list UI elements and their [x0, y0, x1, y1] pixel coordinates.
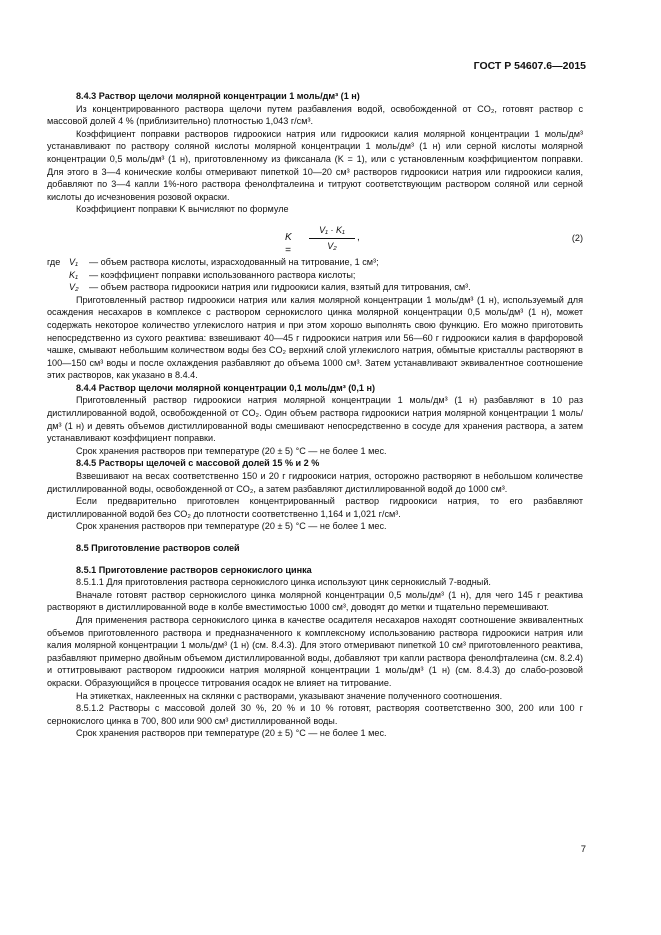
- paragraph: Из концентрированного раствора щелочи путем разбавления водой, освобожденной от CO₂, готовят раствор с массовой долей 4 % (приблизительно) плотностью 1,043 г/см³.: [47, 103, 583, 127]
- formula-denominator: V₂: [327, 240, 337, 251]
- section-heading: 8.5 Приготовление растворов солей: [76, 543, 240, 553]
- formula-fraction: [309, 224, 355, 252]
- paragraph: Вначале готовят раствор сернокислого цинка молярной концентрации 0,5 моль/дм³ (1 н), для чего 145 г реактива растворяют в дистиллированной воде в колбе вместимостью 1000 см³, доводят до метки и тщательно перемешивают.: [47, 589, 583, 613]
- formula-number: (2): [571, 232, 583, 243]
- paragraph: Если предварительно приготовлен концентрированный раствор гидроокиси натрия, то его разбавляют дистиллированной водой без CO₂ до плотности соответственно 1,164 и 1,021 г/см³.: [47, 496, 583, 519]
- legend-text: — объем раствора гидроокиси натрия или гидроокиси калия, взятый для титрования, см³.: [89, 282, 471, 293]
- formula-numerator: V₁ · K₁: [309, 224, 355, 239]
- paragraph: Коэффициент поправки растворов гидроокиси натрия или гидроокиси калия молярной концентрации 1 моль/дм³ устанавливают по раствору соляной кислоты молярной концентрации 1 моль/дм³ (1 н) или серной кислоты молярной концентрации 0,5 моль/дм³ (1 н), приготовленному из фиксанала (K = 1), или с установленным коэффициентом поправки. Для этого в 3—4 конические колбы отмеривают пипеткой 10—20 см³ растворов гидроокиси натрия или гидроокиси калия, добавляют по 3—4 капли 1%-ного раствора фенолфталеина и титруют соответствующим раствором соляной или серной кислоты до исчезновения розовой окраски.: [47, 128, 583, 202]
- paragraph: Взвешивают на весах соответственно 150 и 20 г гидроокиси натрия, осторожно растворяют в небольшом количестве дистиллированной воды, освобожденной от CO₂, а затем разбавляют дистиллированной водой до 1000 см³.: [47, 471, 583, 494]
- paragraph: Приготовленный раствор гидроокиси натрия молярной концентрации 1 моль/дм³ (1 н) разбавляют в 10 раз дистиллированной водой, освобожденной от CO₂. Один объем раствора гидроокиси натрия молярной концентрации 1 моль/дм³ (1 н) и девять объемов дистиллированной воды смешивают непосредственно в сосуде для хранения раствора, а затем устанавливают коэффициент поправки.: [47, 395, 583, 444]
- paragraph: Срок хранения растворов при температуре (20 ± 5) °С — не более 1 мес.: [76, 521, 387, 532]
- page-number: 7: [580, 844, 586, 855]
- formula-lhs: K =: [285, 231, 292, 256]
- document-header: ГОСТ Р 54607.6—2015: [473, 60, 586, 72]
- formula: [47, 220, 583, 254]
- formula-comma: ,: [357, 231, 360, 243]
- formula-legend-item: [47, 269, 583, 282]
- paragraph: На этикетках, наклеенных на склянки с растворами, указывают значение полученного соотношения.: [76, 690, 503, 701]
- section-heading: 8.4.4 Раствор щелочи молярной концентрации 0,1 моль/дм³ (0,1 н): [76, 382, 375, 393]
- paragraph: Коэффициент поправки K вычисляют по формуле: [76, 204, 289, 215]
- section-heading: 8.4.5 Растворы щелочей с массовой долей 15 % и 2 %: [76, 458, 320, 469]
- legend-text: — коэффициент поправки использованного раствора кислоты;: [89, 269, 356, 280]
- spacer: [47, 555, 583, 564]
- paragraph: Приготовленный раствор гидроокиси натрия или калия молярной концентрации 1 моль/дм³ (1 н), используемый для осаждения несахаров в комплексе с раствором сернокислого цинка молярной концентрации 0,5 моль/дм³ (1 н), может содержать некоторое количество углекислого натрия и при этом хорошо выполнять свою функцию. Его можно приготовить непосредственно из сухого реактива: взвешивают 40—45 г гидроокиси натрия или 56—60 г гидроокиси калия в фарфоровой чашке, смывают небольшим количеством воды без CO₂ верхний слой углекислого натрия, обмытые кристаллы растворяют в 100—150 см³ воды и после охлаждения разбавляют до объема 1000 см³. Затем устанавливают эквивалентное соотношение этих растворов, как указано в 8.4.4.: [47, 294, 583, 381]
- formula-legend-item: [47, 281, 583, 294]
- spacer: [47, 533, 583, 542]
- paragraph: Срок хранения растворов при температуре (20 ± 5) °С — не более 1 мес.: [76, 728, 387, 739]
- paragraph: 8.5.1.2 Растворы с массовой долей 30 %, 20 % и 10 % готовят, растворяя соответственно 300, 200 или 100 г сернокислого цинка в 700, 800 или 900 см³ дистиллированной воды.: [47, 703, 583, 726]
- legend-lead: где: [47, 256, 61, 267]
- document-body: [47, 90, 583, 740]
- formula-legend-item: [47, 256, 583, 269]
- legend-symbol: V₁: [69, 256, 78, 267]
- legend-text: — объем раствора кислоты, израсходованный на титрование, 1 см³;: [89, 256, 379, 267]
- legend-lead: [47, 281, 69, 294]
- paragraph: Для применения раствора сернокислого цинка в качестве осадителя несахаров находят соотношение эквивалентных объемов приготовленного раствора и предназначенного к комплексному использованию раствора гидроокиси натрия или калия молярной концентрации 1 моль/дм³ (1 н) (см. 8.4.3). Для этого отмеривают пипеткой 10 см³ приготовленного реактива, разбавляют примерно двойным объемом дистиллированной воды, добавляют три капли раствора фенолфталеина (см. 8.2.4) и оттитровывают раствором гидроокиси натрия молярной концентрации 1 моль/дм³ (1 н) (см. 8.4.3) до слабо-розовой окраски. Образующийся в процессе титрования осадок не влияет на титрование.: [47, 614, 583, 688]
- legend-symbol: K₁: [69, 269, 78, 280]
- paragraph: Срок хранения растворов при температуре (20 ± 5) °С — не более 1 мес.: [76, 445, 387, 456]
- legend-lead: [47, 269, 69, 282]
- section-heading: 8.4.3 Раствор щелочи молярной концентрации 1 моль/дм³ (1 н): [76, 91, 360, 101]
- section-heading: 8.5.1 Приготовление растворов сернокислого цинка: [76, 564, 312, 575]
- paragraph: 8.5.1.1 Для приготовления раствора сернокислого цинка используют цинк сернокислый 7-водный.: [76, 577, 491, 588]
- legend-symbol: V₂: [69, 282, 79, 293]
